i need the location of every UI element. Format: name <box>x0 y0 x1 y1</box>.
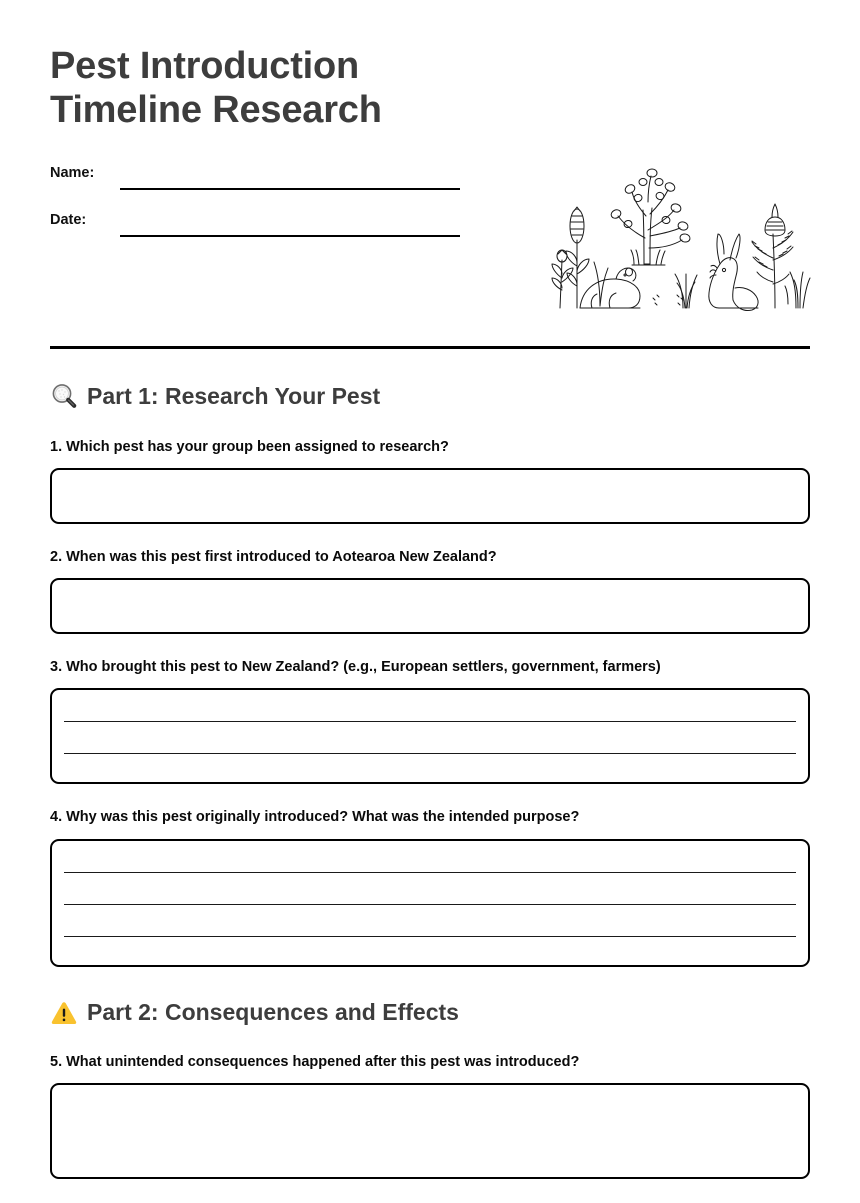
magnifying-glass-icon <box>50 382 78 410</box>
question-1-text: 1. Which pest has your group been assigned to research? <box>50 439 449 455</box>
pest-species-line-drawing <box>540 138 812 324</box>
question-1 <box>50 438 810 524</box>
date-field-label: Date: <box>50 212 87 228</box>
worksheet-body <box>50 382 810 1203</box>
question-2 <box>50 548 810 634</box>
question-5-writing-lines <box>64 1085 796 1177</box>
part-1-heading-label: Part 1: Research Your Pest <box>87 382 381 409</box>
question-4-writing-lines <box>64 841 796 965</box>
name-input[interactable] <box>120 188 460 190</box>
question-2-writing-lines <box>64 580 796 632</box>
page-title: Pest Introduction Timeline Research <box>50 45 382 131</box>
question-2-answer-box[interactable] <box>50 578 810 634</box>
question-1-writing-lines <box>64 470 796 522</box>
warning-triangle-icon <box>50 999 78 1027</box>
part-2-heading <box>50 999 810 1027</box>
header-divider <box>50 346 810 349</box>
question-5-text: 5. What unintended consequences happened after this pest was introduced? <box>50 1053 580 1070</box>
page-header <box>50 44 810 132</box>
question-5 <box>50 1053 810 1179</box>
part-2-heading-label: Part 2: Consequences and Effects <box>87 999 459 1025</box>
part-1-heading <box>50 382 810 410</box>
name-field-row <box>50 160 430 207</box>
student-meta-fields <box>50 160 430 254</box>
question-4-text: 4. Why was this pest originally introduced? What was the intended purpose? <box>50 809 580 826</box>
question-3-writing-lines <box>64 690 796 782</box>
question-3-text: 3. Who brought this pest to New Zealand? (e.g., European settlers, government, farmers) <box>50 659 661 676</box>
question-5-answer-box[interactable] <box>50 1083 810 1179</box>
question-2-text: 2. When was this pest first introduced to Aotearoa New Zealand? <box>50 549 497 566</box>
question-4-answer-box[interactable] <box>50 839 810 967</box>
name-field-label: Name: <box>50 165 95 181</box>
question-3-answer-box[interactable] <box>50 688 810 784</box>
question-1-answer-box[interactable] <box>50 468 810 524</box>
date-field-row <box>50 207 430 254</box>
question-4 <box>50 808 810 966</box>
date-input[interactable] <box>120 235 460 237</box>
question-3 <box>50 658 810 784</box>
